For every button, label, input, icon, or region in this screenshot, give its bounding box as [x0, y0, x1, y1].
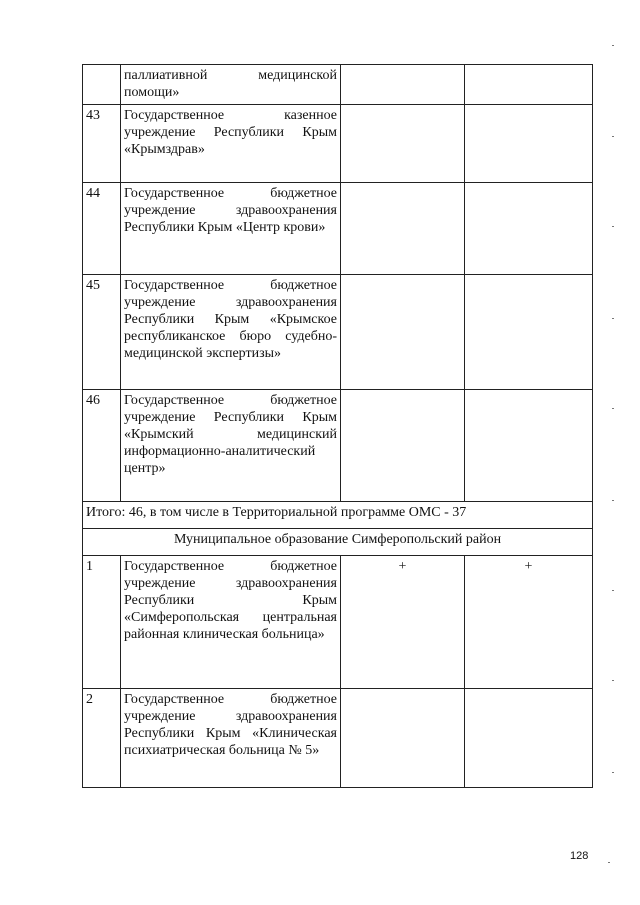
mark-cell: [465, 689, 593, 788]
mark-cell: [341, 275, 465, 390]
mark-cell: [341, 390, 465, 502]
scan-speck: [612, 590, 614, 591]
mark-cell: [465, 65, 593, 105]
mark-cell: [341, 105, 465, 183]
scan-speck: [612, 408, 614, 409]
institution-name: Государственное бюджетное учреждение Республики Крым «Крымский медицинский информационно-аналитический центр»: [121, 390, 341, 502]
institution-name: Государственное бюджетное учреждение здравоохранения Республики Крым «Клиническая психиатрическая больница № 5»: [121, 689, 341, 788]
mark-cell: [465, 105, 593, 183]
scan-speck: [612, 772, 614, 773]
table-row: [83, 390, 593, 502]
table-row: [83, 556, 593, 689]
summary-row: [83, 502, 593, 529]
scan-speck: [612, 136, 614, 137]
row-number: 2: [83, 689, 121, 788]
summary-text: Итого: 46, в том числе в Территориальной программе ОМС - 37: [83, 502, 593, 529]
row-number: [83, 65, 121, 105]
table-row: [83, 65, 593, 105]
institutions-table: [82, 64, 593, 788]
table-row: [83, 105, 593, 183]
mark-cell: +: [465, 556, 593, 689]
table-row: [83, 183, 593, 275]
institution-name: Государственное бюджетное учреждение здравоохранения Республики Крым «Центр крови»: [121, 183, 341, 275]
scan-speck: [612, 226, 614, 227]
institution-name: Государственное бюджетное учреждение здравоохранения Республики Крым «Симферопольская центральная районная клиническая больница»: [121, 556, 341, 689]
scan-speck: [612, 45, 614, 46]
page-number: 128: [570, 850, 589, 862]
row-number: 45: [83, 275, 121, 390]
row-number: 1: [83, 556, 121, 689]
mark-cell: [341, 689, 465, 788]
mark-cell: [465, 183, 593, 275]
mark-cell: +: [341, 556, 465, 689]
mark-cell: [465, 390, 593, 502]
institution-name: Государственное казенное учреждение Республики Крым «Крымздрав»: [121, 105, 341, 183]
scan-speck: [612, 500, 614, 501]
row-number: 46: [83, 390, 121, 502]
scan-speck: [612, 680, 614, 681]
row-number: 44: [83, 183, 121, 275]
section-header-row: [83, 529, 593, 556]
mark-cell: [341, 183, 465, 275]
table-row: [83, 275, 593, 390]
scan-speck: [612, 318, 614, 319]
institution-name: паллиативной медицинской помощи»: [121, 65, 341, 105]
section-title: Муниципальное образование Симферопольский район: [83, 529, 593, 556]
table-row: [83, 689, 593, 788]
mark-cell: [341, 65, 465, 105]
institution-name: Государственное бюджетное учреждение здравоохранения Республики Крым «Крымское республиканское бюро судебно-медицинской экспертизы»: [121, 275, 341, 390]
mark-cell: [465, 275, 593, 390]
scan-speck: [608, 862, 610, 863]
row-number: 43: [83, 105, 121, 183]
